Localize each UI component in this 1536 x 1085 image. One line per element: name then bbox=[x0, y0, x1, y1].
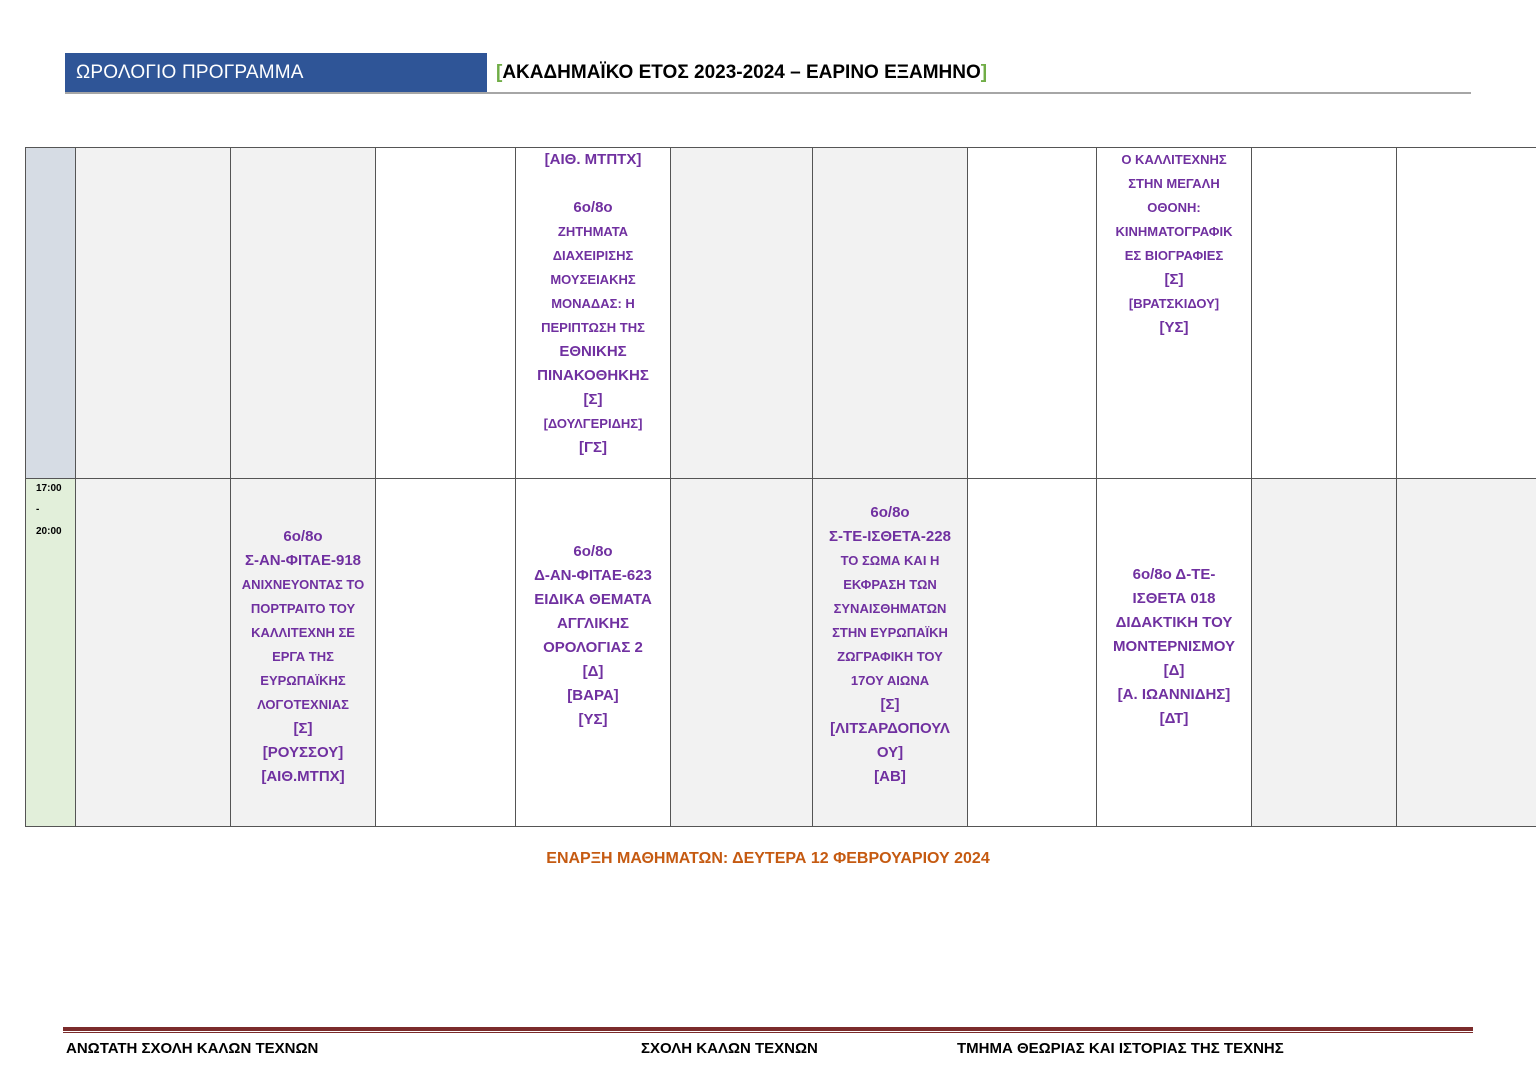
course-line: [Σ] bbox=[583, 391, 603, 408]
course-line: [ΔΤ] bbox=[1159, 710, 1189, 727]
footer-rule-thin bbox=[63, 1032, 1473, 1033]
slot-r2-c1 bbox=[76, 479, 231, 827]
course-line: ΕΙΔΙΚΑ ΘΕΜΑΤΑ bbox=[534, 591, 652, 608]
course-line: [ΑΙΘ.ΜΤΠΧ] bbox=[261, 767, 345, 785]
course-line: [ΥΣ] bbox=[578, 711, 608, 728]
course-line: ΟΡΟΛΟΓΙΑΣ 2 bbox=[543, 639, 643, 656]
course-line: Σ-ΤΕ-ΙΣΘΕΤΑ-228 bbox=[829, 528, 951, 545]
course-line: [Σ] bbox=[880, 696, 900, 713]
course-cell-body-emotions bbox=[813, 479, 968, 827]
slot-r1-c5 bbox=[671, 148, 813, 479]
time-start: 17:00 bbox=[36, 483, 62, 494]
course-line: ΔΙΔΑΚΤΙΚΗ ΤΟΥ bbox=[1115, 614, 1233, 631]
slot-r2-c3 bbox=[376, 479, 516, 827]
time-cell-row1 bbox=[26, 148, 76, 479]
academic-year-title bbox=[496, 53, 987, 92]
course-line: 6ο/8ο Δ-ΤΕ- bbox=[1132, 566, 1216, 583]
course-line: [Σ] bbox=[1164, 271, 1184, 288]
bracket-open: [ bbox=[496, 62, 503, 83]
course-line: ΜΟΝΑΔΑΣ: Η bbox=[551, 296, 635, 311]
course-line: ΕΘΝΙΚΗΣ bbox=[559, 343, 627, 360]
course-line: Ο ΚΑΛΛΙΤΕΧΝΗΣ bbox=[1121, 152, 1227, 167]
footer-department: ΤΜΗΜΑ ΘΕΩΡΙΑΣ ΚΑΙ ΙΣΤΟΡΙΑΣ ΤΗΣ ΤΕΧΝΗΣ bbox=[957, 1040, 1284, 1057]
course-line: ΠΕΡΙΠΤΩΣΗ ΤΗΣ bbox=[541, 320, 645, 335]
schedule-title: ΩΡΟΛΟΓΙΟ ΠΡΟΓΡΑΜΜΑ bbox=[65, 53, 487, 92]
course-line: [ΓΣ] bbox=[578, 439, 607, 456]
time-separator: - bbox=[36, 504, 40, 515]
course-line: ΚΙΝΗΜΑΤΟΓΡΑΦΙΚ bbox=[1115, 224, 1233, 239]
course-line: 6ο/8ο bbox=[573, 543, 613, 560]
slot-r2-c7 bbox=[968, 479, 1097, 827]
slot-r1-c1 bbox=[76, 148, 231, 479]
course-line: ΕΚΦΡΑΣΗ ΤΩΝ bbox=[843, 577, 937, 592]
course-line: ΑΝΙΧΝΕΥΟΝΤΑΣ ΤΟ bbox=[241, 576, 365, 592]
slot-r2-c5 bbox=[671, 479, 813, 827]
course-line: [Δ] bbox=[582, 663, 604, 680]
course-line: 17ΟΥ ΑΙΩΝΑ bbox=[850, 673, 930, 688]
course-line: ΠΙΝΑΚΟΘΗΚΗΣ bbox=[537, 367, 649, 384]
course-line: ΤΟ ΣΩΜΑ ΚΑΙ Η bbox=[840, 553, 940, 568]
course-line: ΔΙΑΧΕΙΡΙΣΗΣ bbox=[552, 248, 634, 263]
course-line: 6ο/8ο bbox=[870, 504, 910, 521]
course-line: [ΥΣ] bbox=[1159, 319, 1189, 336]
course-line: ΚΑΛΛΙΤΕΧΝΗ ΣΕ bbox=[251, 624, 355, 640]
bracket-close: ] bbox=[980, 62, 988, 83]
course-cell-english-terminology bbox=[516, 479, 671, 827]
footer-school: ΣΧΟΛΗ ΚΑΛΩΝ ΤΕΧΝΩΝ bbox=[641, 1040, 818, 1057]
course-line: [ΒΡΑΤΣΚΙΔΟΥ] bbox=[1128, 296, 1220, 311]
header-rule bbox=[65, 92, 1471, 94]
slot-r1-c10 bbox=[1397, 148, 1536, 479]
course-line: 6ο/8ο bbox=[283, 527, 323, 545]
course-line: ΜΟΝΤΕΡΝΙΣΜΟΥ bbox=[1113, 638, 1235, 655]
slot-r2-c9 bbox=[1252, 479, 1397, 827]
slot-r1-c2 bbox=[231, 148, 376, 479]
course-line: ΖΩΓΡΑΦΙΚΗ ΤΟΥ bbox=[837, 649, 943, 664]
course-line: ΖΗΤΗΜΑΤΑ bbox=[557, 224, 629, 239]
course-line: [Σ] bbox=[293, 719, 313, 737]
course-line: ΣΤΗΝ ΜΕΓΑΛΗ bbox=[1128, 176, 1220, 191]
academic-year-text: ΑΚΑΔΗΜΑΪΚΟ ΕΤΟΣ 2023-2024 – ΕΑΡΙΝΟ ΕΞΑΜΗΝΟ bbox=[502, 62, 981, 83]
course-line: ΣΥΝΑΙΣΘΗΜΑΤΩΝ bbox=[833, 601, 947, 616]
course-cell-museum-management bbox=[516, 148, 671, 479]
timetable-grid bbox=[25, 147, 1536, 827]
time-end: 20:00 bbox=[36, 526, 62, 537]
course-line: ΛΟΓΟΤΕΧΝΙΑΣ bbox=[257, 696, 349, 712]
course-line: [Α. ΙΩΑΝΝΙΔΗΣ] bbox=[1117, 686, 1231, 703]
slot-r1-c9 bbox=[1252, 148, 1397, 479]
course-line: ΙΣΘΕΤΑ 018 bbox=[1132, 590, 1216, 607]
slot-r2-c10 bbox=[1397, 479, 1536, 827]
course-line: [ΡΟΥΣΣΟΥ] bbox=[262, 743, 344, 761]
course-cell-artist-on-screen bbox=[1097, 148, 1252, 479]
time-cell-row2 bbox=[26, 479, 76, 827]
course-cell-modernism-didactics bbox=[1097, 479, 1252, 827]
footer-rule-thick bbox=[63, 1027, 1473, 1031]
course-line: ΑΓΓΛΙΚΗΣ bbox=[556, 615, 630, 632]
course-line: [ΑΙΘ. ΜΤΠΤΧ] bbox=[544, 151, 642, 168]
course-line: ΣΤΗΝ ΕΥΡΩΠΑΪΚΗ bbox=[832, 625, 948, 640]
start-notice: ΕΝΑΡΞΗ ΜΑΘΗΜΑΤΩΝ: ΔΕΥΤΕΡΑ 12 ΦΕΒΡΟΥΑΡΙΟΥ 2024 bbox=[546, 850, 990, 867]
slot-r1-c6 bbox=[813, 148, 968, 479]
slot-r1-c7 bbox=[968, 148, 1097, 479]
course-line: [ΔΟΥΛΓΕΡΙΔΗΣ] bbox=[543, 416, 643, 431]
course-line: ΠΟΡΤΡΑΙΤΟ ΤΟΥ bbox=[250, 600, 356, 616]
course-line: ΟΘΟΝΗ: bbox=[1147, 200, 1201, 215]
course-line bbox=[591, 172, 595, 196]
course-line: ΕΡΓΑ ΤΗΣ bbox=[272, 648, 334, 664]
course-line: ΜΟΥΣΕΙΑΚΗΣ bbox=[550, 272, 636, 287]
course-line: ΟΥ] bbox=[876, 744, 904, 761]
course-line: [ΒΑΡΑ] bbox=[567, 687, 619, 704]
course-line: Σ-ΑΝ-ΦΙΤΑΕ-918 bbox=[244, 551, 362, 569]
course-line: [Δ] bbox=[1163, 662, 1185, 679]
course-line: ΕΣ ΒΙΟΓΡΑΦΙΕΣ bbox=[1124, 248, 1224, 263]
footer-institution: ΑΝΩΤΑΤΗ ΣΧΟΛΗ ΚΑΛΩΝ ΤΕΧΝΩΝ bbox=[66, 1040, 319, 1057]
course-line: [ΑΒ] bbox=[874, 768, 906, 785]
course-line: ΕΥΡΩΠΑΪΚΗΣ bbox=[260, 672, 346, 688]
course-line: Δ-ΑΝ-ΦΙΤΑΕ-623 bbox=[534, 567, 652, 584]
course-line: 6ο/8ο bbox=[573, 199, 613, 216]
slot-r1-c3 bbox=[376, 148, 516, 479]
course-cell-artist-portrait bbox=[231, 479, 376, 827]
course-line: [ΛΙΤΣΑΡΔΟΠΟΥΛ bbox=[830, 720, 950, 737]
